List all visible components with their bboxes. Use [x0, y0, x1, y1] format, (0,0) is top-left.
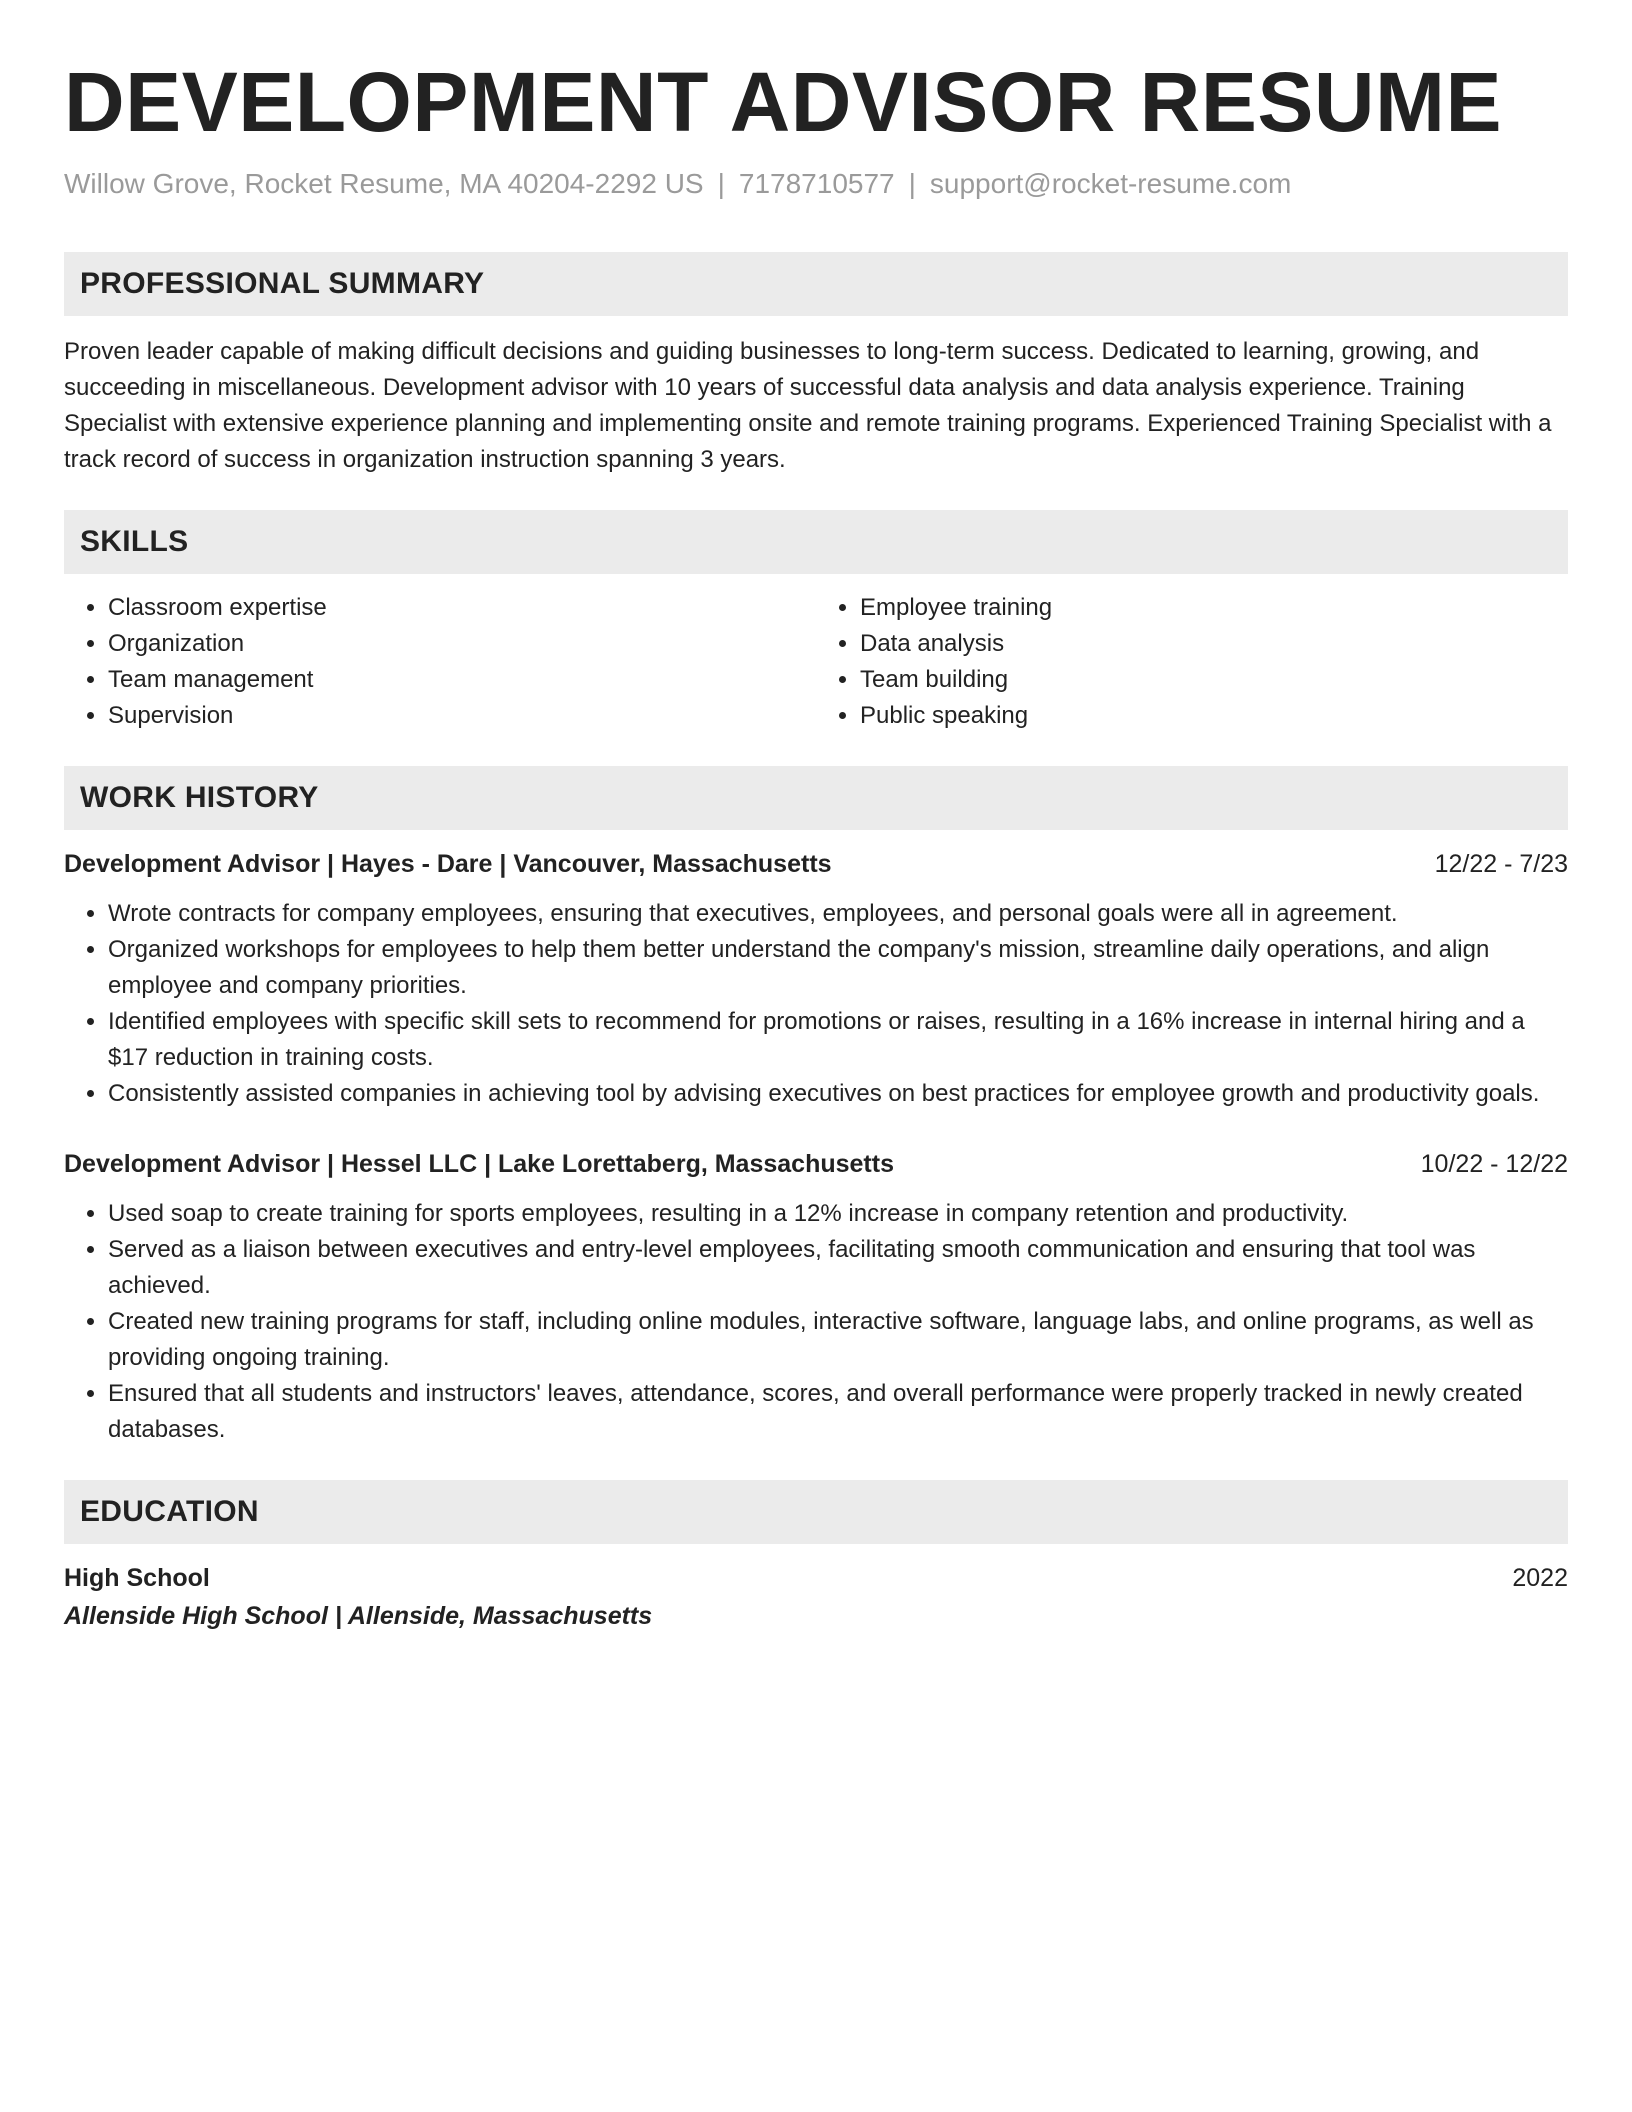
- education-year: 2022: [1512, 1564, 1568, 1592]
- skill-item: • Classroom expertise: [108, 590, 816, 626]
- contact-address: Willow Grove, Rocket Resume, MA 40204-2292 US: [64, 168, 704, 199]
- contact-separator: |: [717, 168, 725, 199]
- contact-line: [64, 166, 1568, 202]
- work-history-heading: WORK HISTORY: [64, 766, 1568, 830]
- job-bullet: • Created new training programs for staff, including online modules, interactive software, language labs, and online programs, as well as providing ongoing training.: [108, 1304, 1568, 1376]
- resume-title: DEVELOPMENT ADVISOR RESUME: [64, 55, 1503, 149]
- education-heading: EDUCATION: [64, 1480, 1568, 1544]
- job-bullet: • Served as a liaison between executives and entry-level employees, facilitating smooth communication and ensuring that tool was achieved.: [108, 1232, 1568, 1304]
- education-degree: High School: [64, 1564, 210, 1592]
- contact-separator: |: [908, 168, 916, 199]
- job-bullet: • Wrote contracts for company employees, ensuring that executives, employees, and personal goals were all in agreement.: [108, 896, 1568, 932]
- job-title: Development Advisor | Hessel LLC | Lake Lorettaberg, Massachusetts: [64, 1150, 894, 1178]
- job-title: Development Advisor | Hayes - Dare | Vancouver, Massachusetts: [64, 850, 832, 878]
- job-bullet: • Used soap to create training for sports employees, resulting in a 12% increase in company retention and productivity.: [108, 1196, 1568, 1232]
- skills-grid: [64, 590, 1568, 734]
- job-bullet: • Identified employees with specific skill sets to recommend for promotions or raises, resulting in a 16% increase in internal hiring and a $17 reduction in training costs.: [108, 1004, 1568, 1076]
- contact-phone: 7178710577: [738, 168, 895, 199]
- job-entry: [64, 846, 1568, 1112]
- contact-email: support@rocket-resume.com: [929, 168, 1292, 199]
- skills-column-right: [816, 590, 1568, 734]
- education-header: [64, 1560, 1568, 1596]
- summary-heading: PROFESSIONAL SUMMARY: [64, 252, 1568, 316]
- skills-column-left: [64, 590, 816, 734]
- skill-item: • Data analysis: [860, 626, 1568, 662]
- skill-item: • Team building: [860, 662, 1568, 698]
- job-bullet: • Consistently assisted companies in achieving tool by advising executives on best practices for employee growth and productivity goals.: [108, 1076, 1568, 1112]
- job-dates: 12/22 - 7/23: [1434, 850, 1568, 878]
- job-dates: 10/22 - 12/22: [1420, 1150, 1568, 1178]
- job-entry: [64, 1146, 1568, 1448]
- job-bullets: [64, 896, 1568, 1112]
- skill-item: • Team management: [108, 662, 816, 698]
- skill-item: • Employee training: [860, 590, 1568, 626]
- skill-item: • Public speaking: [860, 698, 1568, 734]
- job-bullet: • Organized workshops for employees to help them better understand the company's mission, streamline daily operations, and align employee and company priorities.: [108, 932, 1568, 1004]
- job-header: [64, 1146, 1568, 1182]
- job-bullet: • Ensured that all students and instructors' leaves, attendance, scores, and overall performance were properly tracked in newly created databases.: [108, 1376, 1568, 1448]
- skill-item: • Supervision: [108, 698, 816, 734]
- skills-heading: SKILLS: [64, 510, 1568, 574]
- job-header: [64, 846, 1568, 882]
- summary-text: Proven leader capable of making difficult decisions and guiding businesses to long-term success. Dedicated to learning, growing, and succeeding in miscellaneous. Development advisor with 10 years of successful data analysis and data analysis experience. Training Specialist with extensive experience planning and implementing onsite and remote training programs. Experienced Training Specialist with a track record of success in organization instruction spanning 3 years.: [64, 338, 1552, 473]
- job-bullets: [64, 1196, 1568, 1448]
- education-school: Allenside High School | Allenside, Massachusetts: [64, 1602, 653, 1630]
- skill-item: • Organization: [108, 626, 816, 662]
